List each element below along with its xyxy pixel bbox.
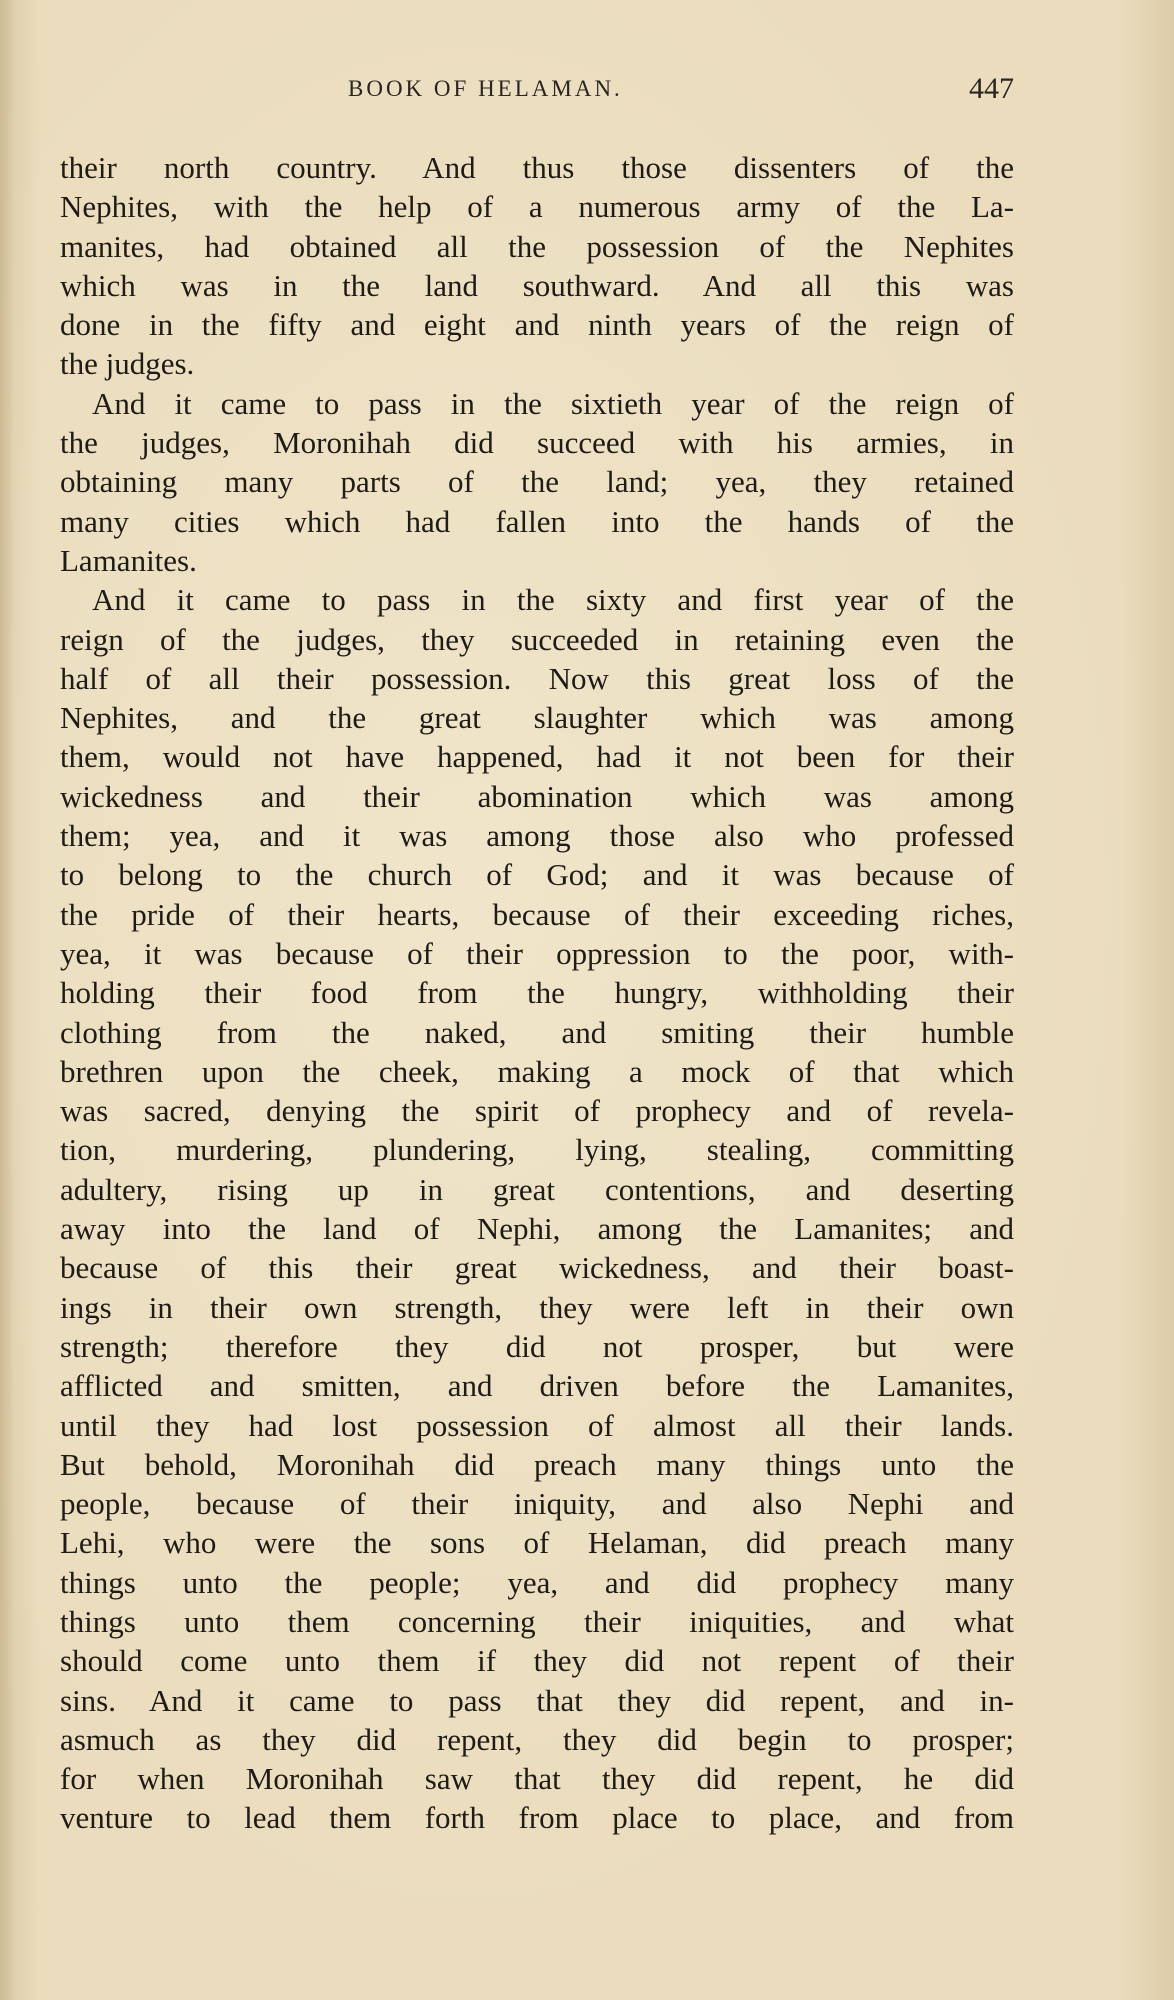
- text-line: away into the land of Nephi, among the Lamanites; and: [60, 1211, 1014, 1247]
- text-line: obtaining many parts of the land; yea, they retained: [60, 464, 1014, 500]
- text-line: yea, it was because of their oppression to the poor, with-: [60, 935, 1014, 971]
- text-line: them, would not have happened, had it not been for their: [60, 739, 1014, 775]
- text-line: the judges, Moronihah did succeed with his armies, in: [60, 425, 1014, 461]
- text-line: because of this their great wickedness, and their boast-: [60, 1250, 1014, 1286]
- text-line: Nephites, and the great slaughter which was among: [60, 700, 1014, 736]
- text-line: Nephites, with the help of a numerous army of the La-: [60, 189, 1014, 225]
- text-line: venture to lead them forth from place to place, and from: [60, 1800, 1014, 1836]
- text-line: Lamanites.: [60, 542, 197, 578]
- text-line: done in the fifty and eight and ninth years of the reign of: [60, 307, 1014, 343]
- text-line: wickedness and their abomination which was among: [60, 778, 1014, 814]
- text-line: brethren upon the cheek, making a mock of that which: [60, 1053, 1014, 1089]
- text-line: reign of the judges, they succeeded in retaining even the: [60, 621, 1014, 657]
- text-line: holding their food from the hungry, withholding their: [60, 975, 1014, 1011]
- text-line: their north country. And thus those dissenters of the: [60, 150, 1014, 185]
- page-header: [60, 72, 1014, 112]
- text-line: Lehi, who were the sons of Helaman, did preach many: [60, 1525, 1014, 1561]
- text-line: asmuch as they did repent, they did begin to prosper;: [60, 1721, 1014, 1757]
- text-line: to belong to the church of God; and it was because of: [60, 857, 1014, 893]
- text-line: many cities which had fallen into the hands of the: [60, 503, 1014, 539]
- text-line: things unto the people; yea, and did prophecy many: [60, 1564, 1014, 1600]
- text-line: was sacred, denying the spirit of prophecy and of revela-: [60, 1093, 1014, 1129]
- text-line: which was in the land southward. And all this was: [60, 267, 1014, 303]
- text-line: tion, murdering, plundering, lying, stealing, committing: [60, 1132, 1014, 1168]
- text-line: the judges.: [60, 346, 195, 382]
- text-line: ings in their own strength, they were left in their own: [60, 1289, 1014, 1325]
- body-text: [60, 148, 1014, 1838]
- text-line: strength; therefore they did not prosper, but were: [60, 1328, 1014, 1364]
- text-line: the pride of their hearts, because of their exceeding riches,: [60, 896, 1014, 932]
- text-line: And it came to pass in the sixty and first year of the: [92, 582, 1014, 618]
- text-line: until they had lost possession of almost all their lands.: [60, 1407, 1014, 1443]
- text-line: afflicted and smitten, and driven before the Lamanites,: [60, 1368, 1014, 1404]
- text-line: for when Moronihah saw that they did repent, he did: [60, 1761, 1014, 1797]
- text-line: should come unto them if they did not repent of their: [60, 1643, 1014, 1679]
- text-line: But behold, Moronihah did preach many things unto the: [60, 1446, 1014, 1482]
- text-line: clothing from the naked, and smiting their humble: [60, 1014, 1014, 1050]
- text-line: half of all their possession. Now this great loss of the: [60, 660, 1014, 696]
- running-title: BOOK OF HELAMAN.: [348, 76, 623, 101]
- page-number: 447: [969, 72, 1014, 105]
- text-line: them; yea, and it was among those also who professed: [60, 818, 1014, 854]
- text-line: sins. And it came to pass that they did repent, and in-: [60, 1682, 1014, 1718]
- text-line: manites, had obtained all the possession of the Nephites: [60, 228, 1014, 264]
- page-edge-shadow: [0, 0, 14, 2000]
- text-line: And it came to pass in the sixtieth year of the reign of: [92, 385, 1014, 421]
- text-line: people, because of their iniquity, and also Nephi and: [60, 1486, 1014, 1522]
- text-line: adultery, rising up in great contentions, and deserting: [60, 1171, 1014, 1207]
- text-line: things unto them concerning their iniquities, and what: [60, 1603, 1014, 1639]
